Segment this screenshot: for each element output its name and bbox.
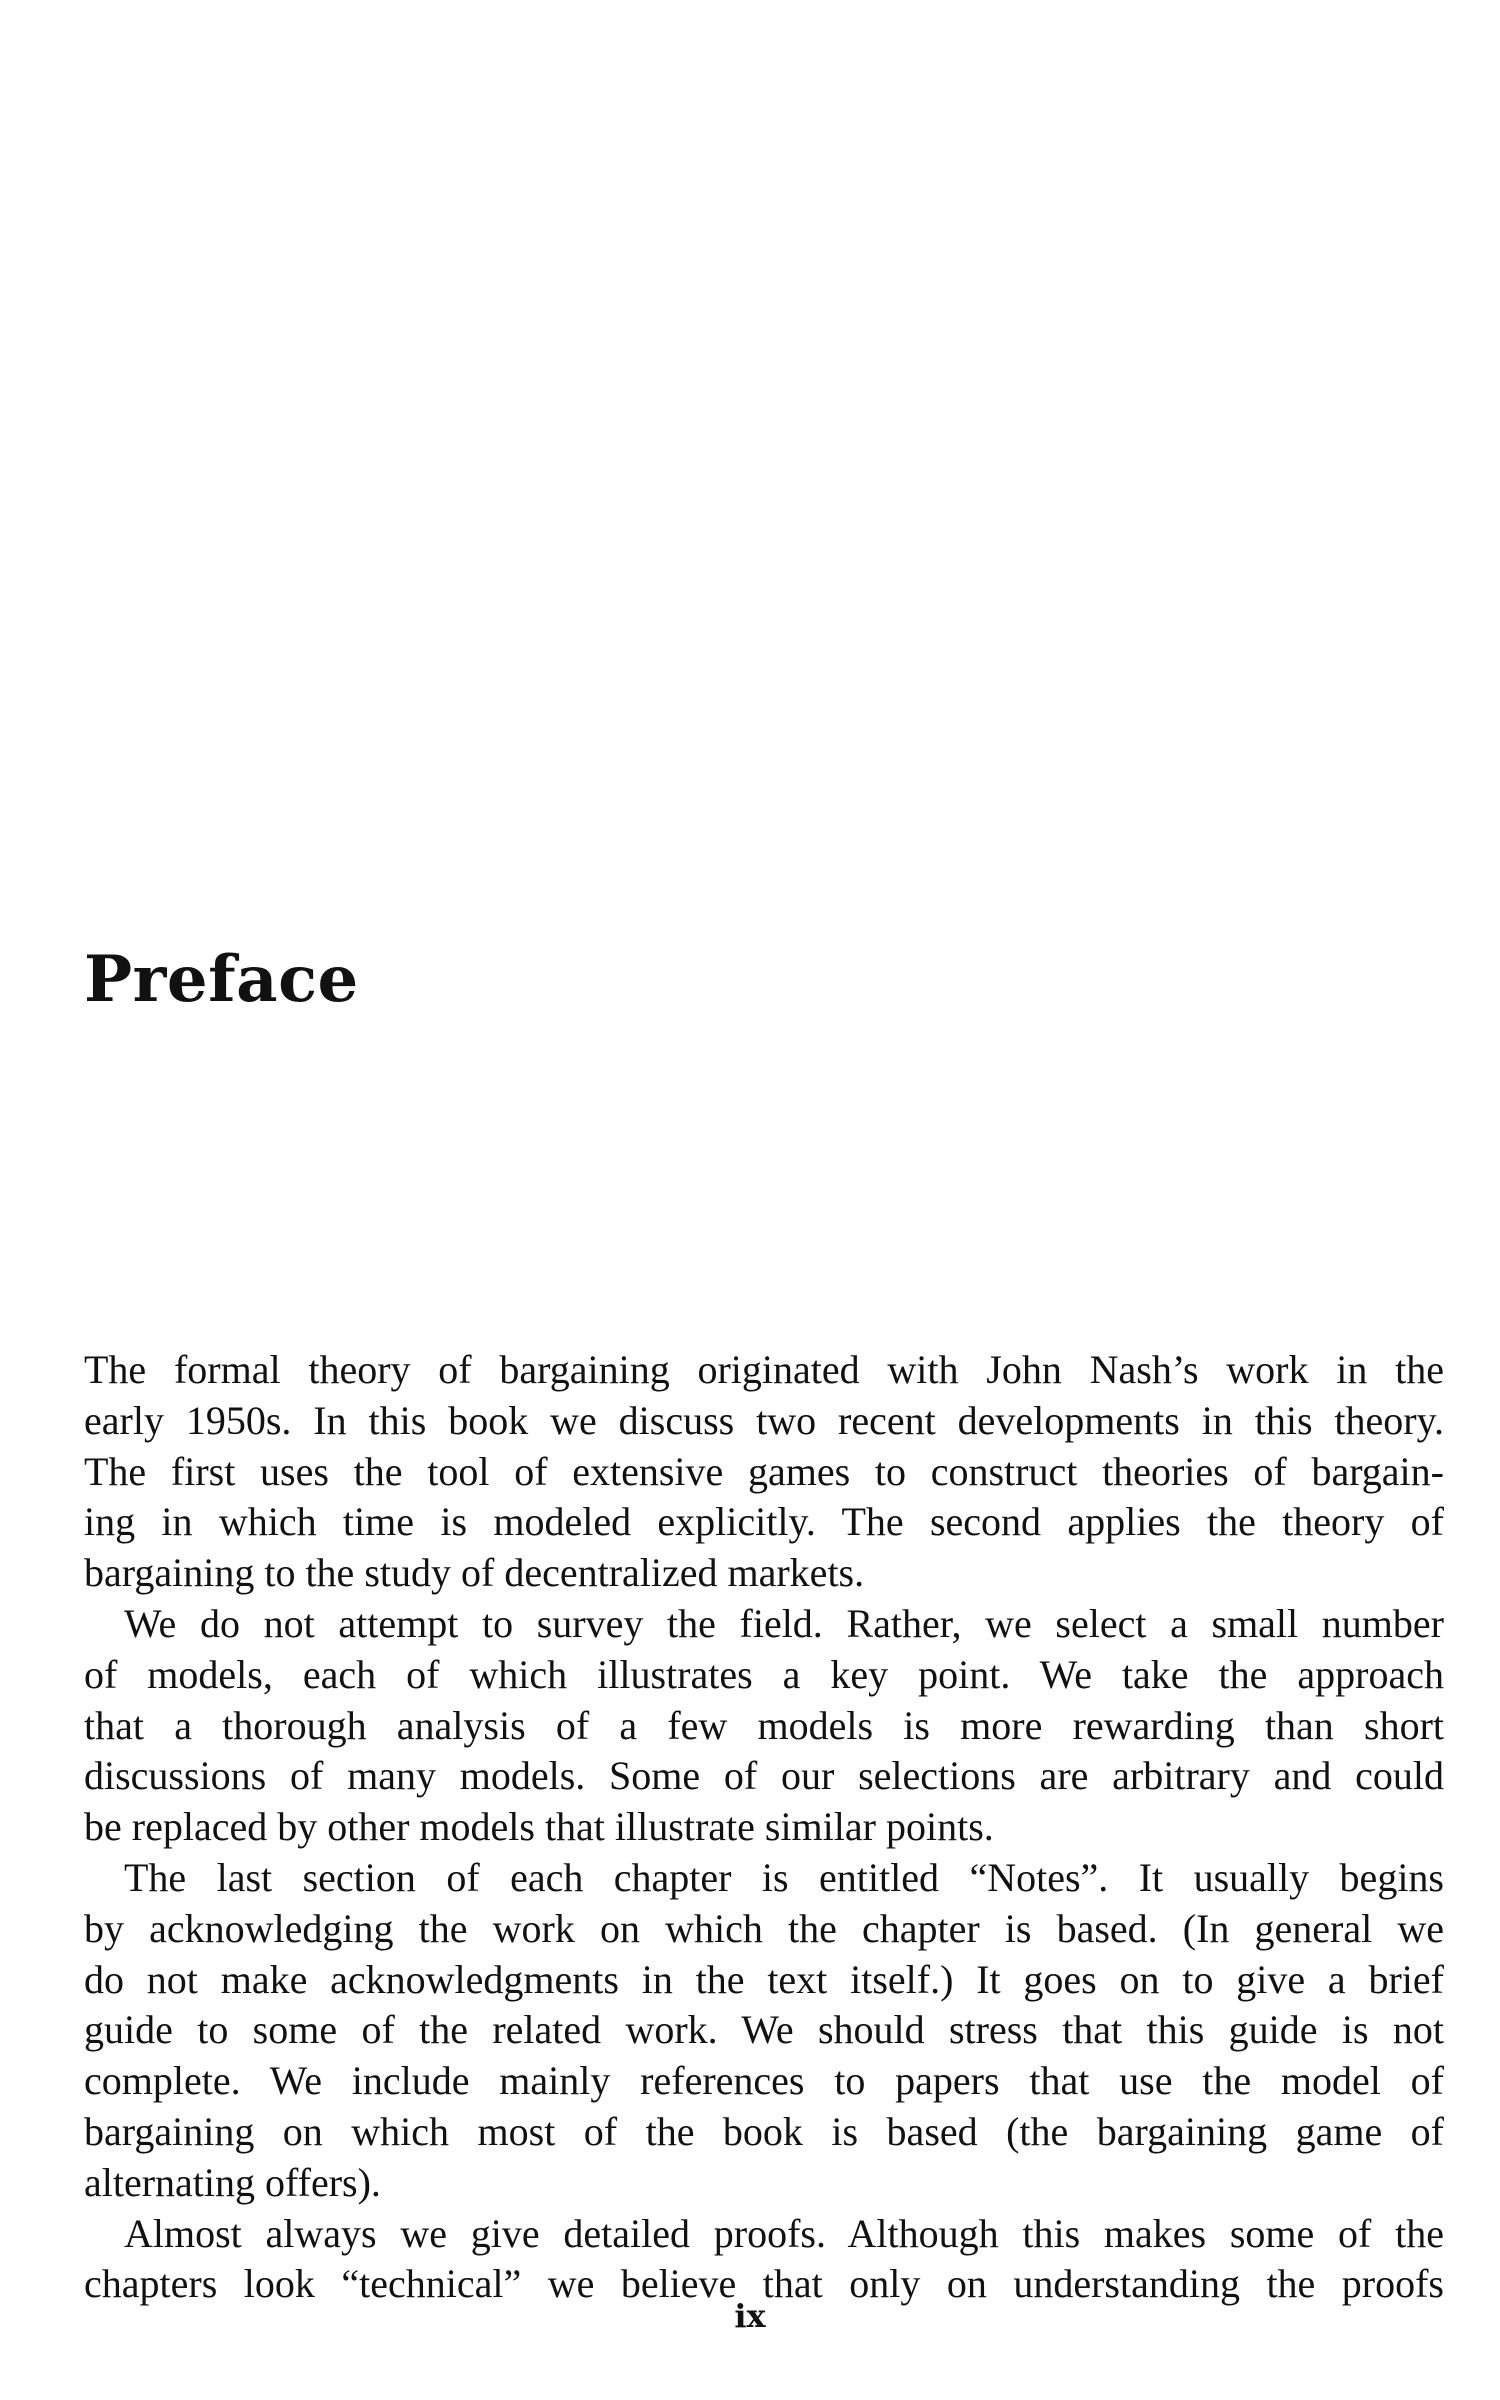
- paragraph-4-line-2: chapters look “technical” we believe that only on understanding the proofs: [84, 2261, 1444, 2307]
- paragraph-3-line-6: bargaining on which most of the book is based (the bargaining game of: [84, 2108, 1444, 2154]
- paragraph-2-line-5: be replaced by other models that illustrate similar points.: [84, 1804, 994, 1850]
- paragraph-1-line-1: The formal theory of bargaining originated with John Nash’s work in the: [84, 1347, 1444, 1392]
- paragraph-3-line-3: do not make acknowledgments in the text itself.) It goes on to give a brief: [84, 1956, 1444, 2002]
- paragraph-1-line-2: early 1950s. In this book we discuss two recent developments in this theory.: [84, 1397, 1444, 1443]
- paragraph-3-line-1: The last section of each chapter is entitled “Notes”. It usually begins: [124, 1854, 1444, 1900]
- paragraph-3-line-5: complete. We include mainly references to papers that use the model of: [84, 2058, 1444, 2104]
- paragraph-3-line-4: guide to some of the related work. We should stress that this guide is not: [84, 2007, 1444, 2053]
- paragraph-3-line-2: by acknowledging the work on which the chapter is based. (In general we: [84, 1905, 1444, 1951]
- paragraph-2-line-2: of models, each of which illustrates a key point. We take the approach: [84, 1651, 1444, 1697]
- chapter-heading: Preface: [84, 942, 359, 1017]
- paragraph-2-line-3: that a thorough analysis of a few models is more rewarding than short: [84, 1702, 1444, 1748]
- preface-body: [84, 1345, 1444, 2310]
- paragraph-2-line-4: discussions of many models. Some of our selections are arbitrary and could: [84, 1753, 1444, 1799]
- paragraph-3-line-7: alternating offers).: [84, 2159, 381, 2205]
- paragraph-4-line-1: Almost always we give detailed proofs. Although this makes some of the: [124, 2210, 1444, 2256]
- paragraph-2-line-1: We do not attempt to survey the field. Rather, we select a small number: [124, 1600, 1444, 1646]
- paragraph-1-line-5: bargaining to the study of decentralized markets.: [84, 1550, 865, 1596]
- paragraph-1-line-4: ing in which time is modeled explicitly. The second applies the theory of: [84, 1499, 1444, 1545]
- page-number: ix: [734, 2297, 766, 2335]
- paragraph-1-line-3: The first uses the tool of extensive games to construct theories of bargain-: [84, 1448, 1444, 1494]
